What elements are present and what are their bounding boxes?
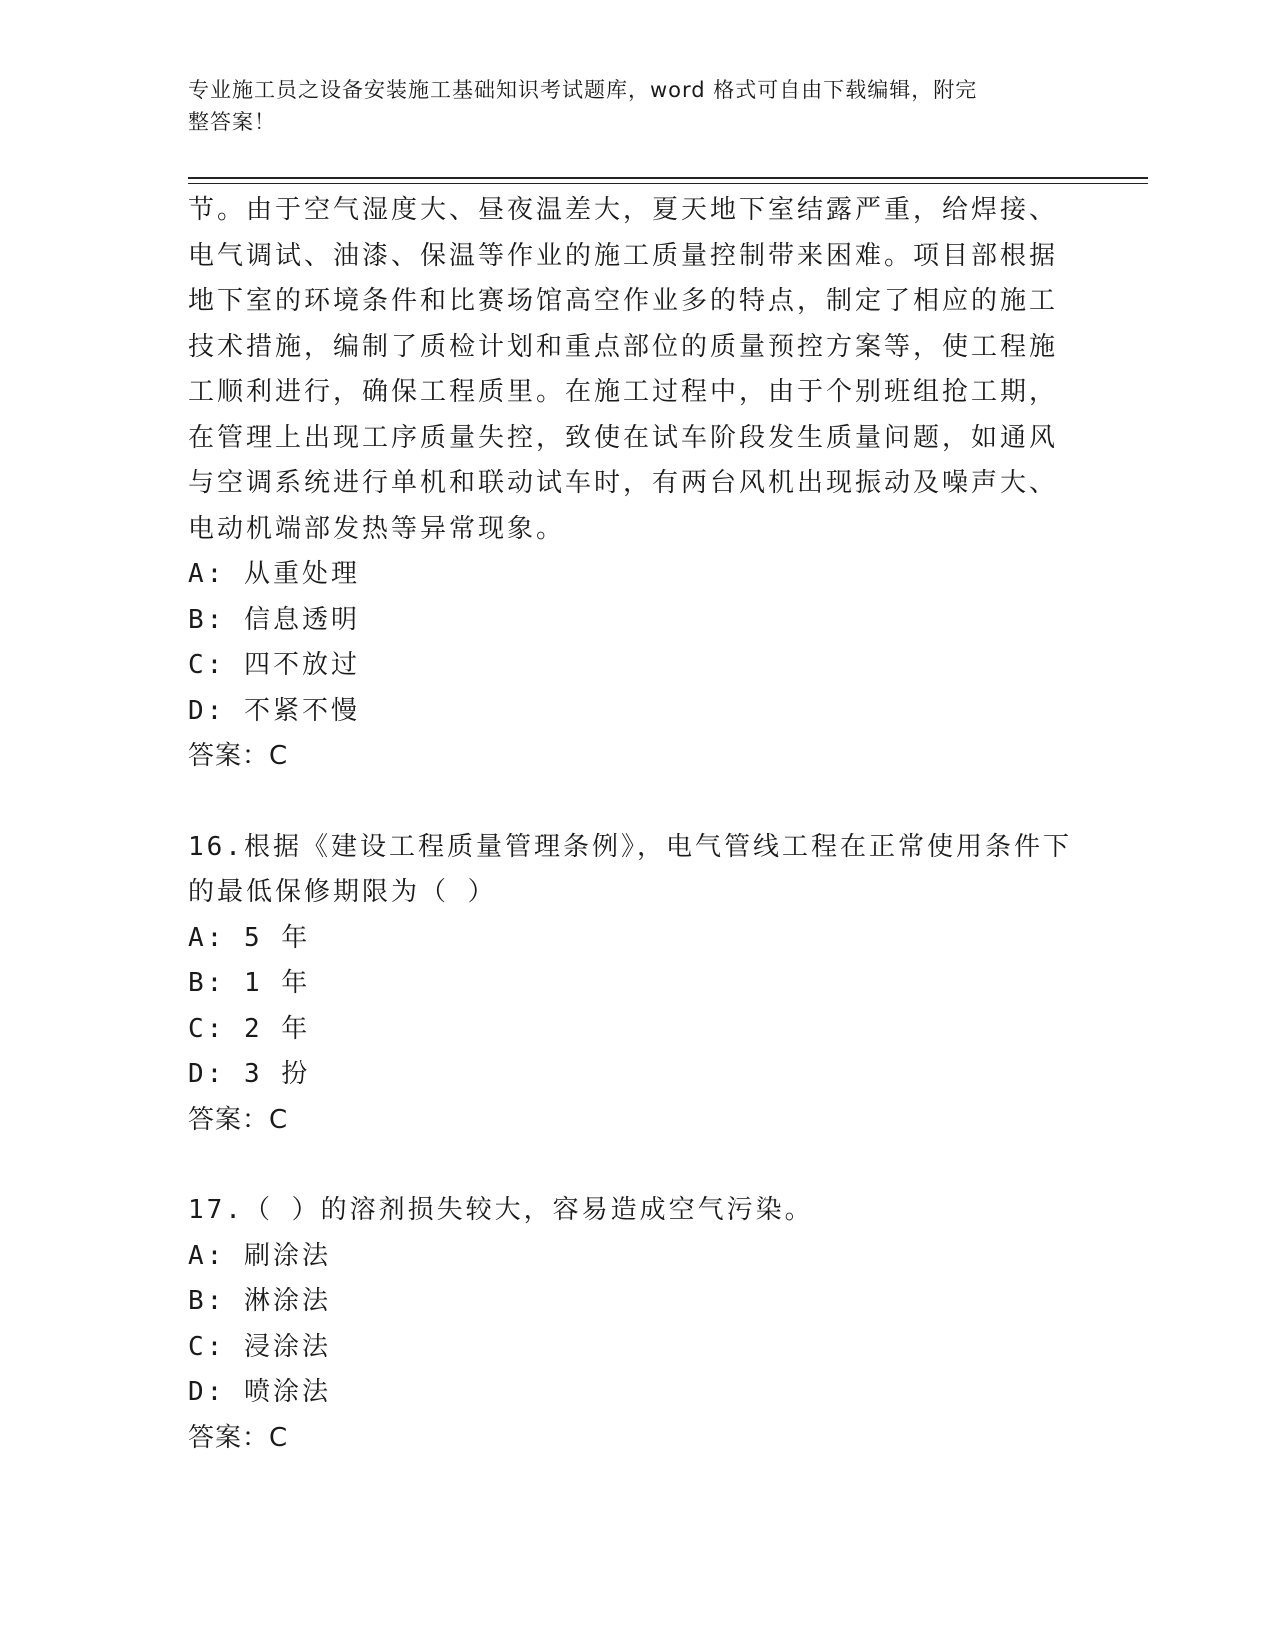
answer-line: 答案：C bbox=[188, 1422, 289, 1453]
answer-line: 答案：C bbox=[188, 1104, 289, 1135]
question-stem-line: 电气调试、油漆、保温等作业的施工质量控制带来困难。项目部根据 bbox=[188, 240, 1059, 271]
question-16 bbox=[188, 825, 1088, 1144]
option-a: A: 刷涂法 bbox=[188, 1240, 331, 1271]
question-stem-line: 地下室的环境条件和比赛场馆高空作业多的特点，制定了相应的施工 bbox=[188, 286, 1059, 316]
header-line-2: 整答案！ bbox=[188, 110, 276, 134]
option-c: C: 四不放过 bbox=[188, 650, 360, 680]
spacer bbox=[188, 1143, 1088, 1188]
question-stem-line: 节。由于空气湿度大、昼夜温差大，夏天地下室结露严重，给焊接、 bbox=[188, 195, 1059, 225]
header-rule-thin bbox=[188, 183, 1148, 184]
question-stem-line: 与空调系统进行单机和联动试车时，有两台风机出现振动及噪声大、 bbox=[188, 468, 1059, 498]
header-line-1: 专业施工员之设备安装施工基础知识考试题库，word 格式可自由下载编辑，附完 bbox=[188, 78, 978, 102]
header-rule-thick bbox=[188, 177, 1148, 179]
document-body bbox=[188, 188, 1088, 1461]
option-c: C: 浸涂法 bbox=[188, 1331, 331, 1362]
option-a: A: 5 年 bbox=[188, 922, 311, 953]
question-stem-line: 技术措施，编制了质检计划和重点部位的质量预控方案等，使工程施 bbox=[188, 331, 1059, 362]
question-stem-line: 电动机端部发热等异常现象。 bbox=[188, 513, 566, 544]
question-15 bbox=[188, 188, 1088, 780]
option-d: D: 3 扮 bbox=[188, 1059, 311, 1089]
question-stem-line: 在管理上出现工序质量失控，致使在试车阶段发生质量问题，如通风 bbox=[188, 422, 1059, 453]
document-header bbox=[188, 74, 1068, 138]
option-b: B: 1 年 bbox=[188, 968, 311, 998]
option-d: D: 不紧不慢 bbox=[188, 695, 360, 726]
option-b: B: 信息透明 bbox=[188, 604, 360, 635]
option-a: A: 从重处理 bbox=[188, 559, 360, 589]
spacer bbox=[188, 780, 1088, 825]
question-stem-line: 的最低保修期限为（ ） bbox=[188, 877, 497, 907]
question-stem-line: 工顺利进行，确保工程质里。在施工过程中，由于个别班组抢工期， bbox=[188, 377, 1059, 407]
option-c: C: 2 年 bbox=[188, 1013, 311, 1044]
question-stem-line: 17.（ ）的溶剂损失较大，容易造成空气污染。 bbox=[188, 1195, 814, 1225]
option-b: B: 淋涂法 bbox=[188, 1286, 331, 1316]
answer-line: 答案：C bbox=[188, 741, 289, 771]
option-d: D: 喷涂法 bbox=[188, 1377, 331, 1407]
question-stem-line: 16.根据《建设工程质量管理条例》，电气管线工程在正常使用条件下 bbox=[188, 831, 1072, 862]
question-17 bbox=[188, 1188, 1088, 1461]
